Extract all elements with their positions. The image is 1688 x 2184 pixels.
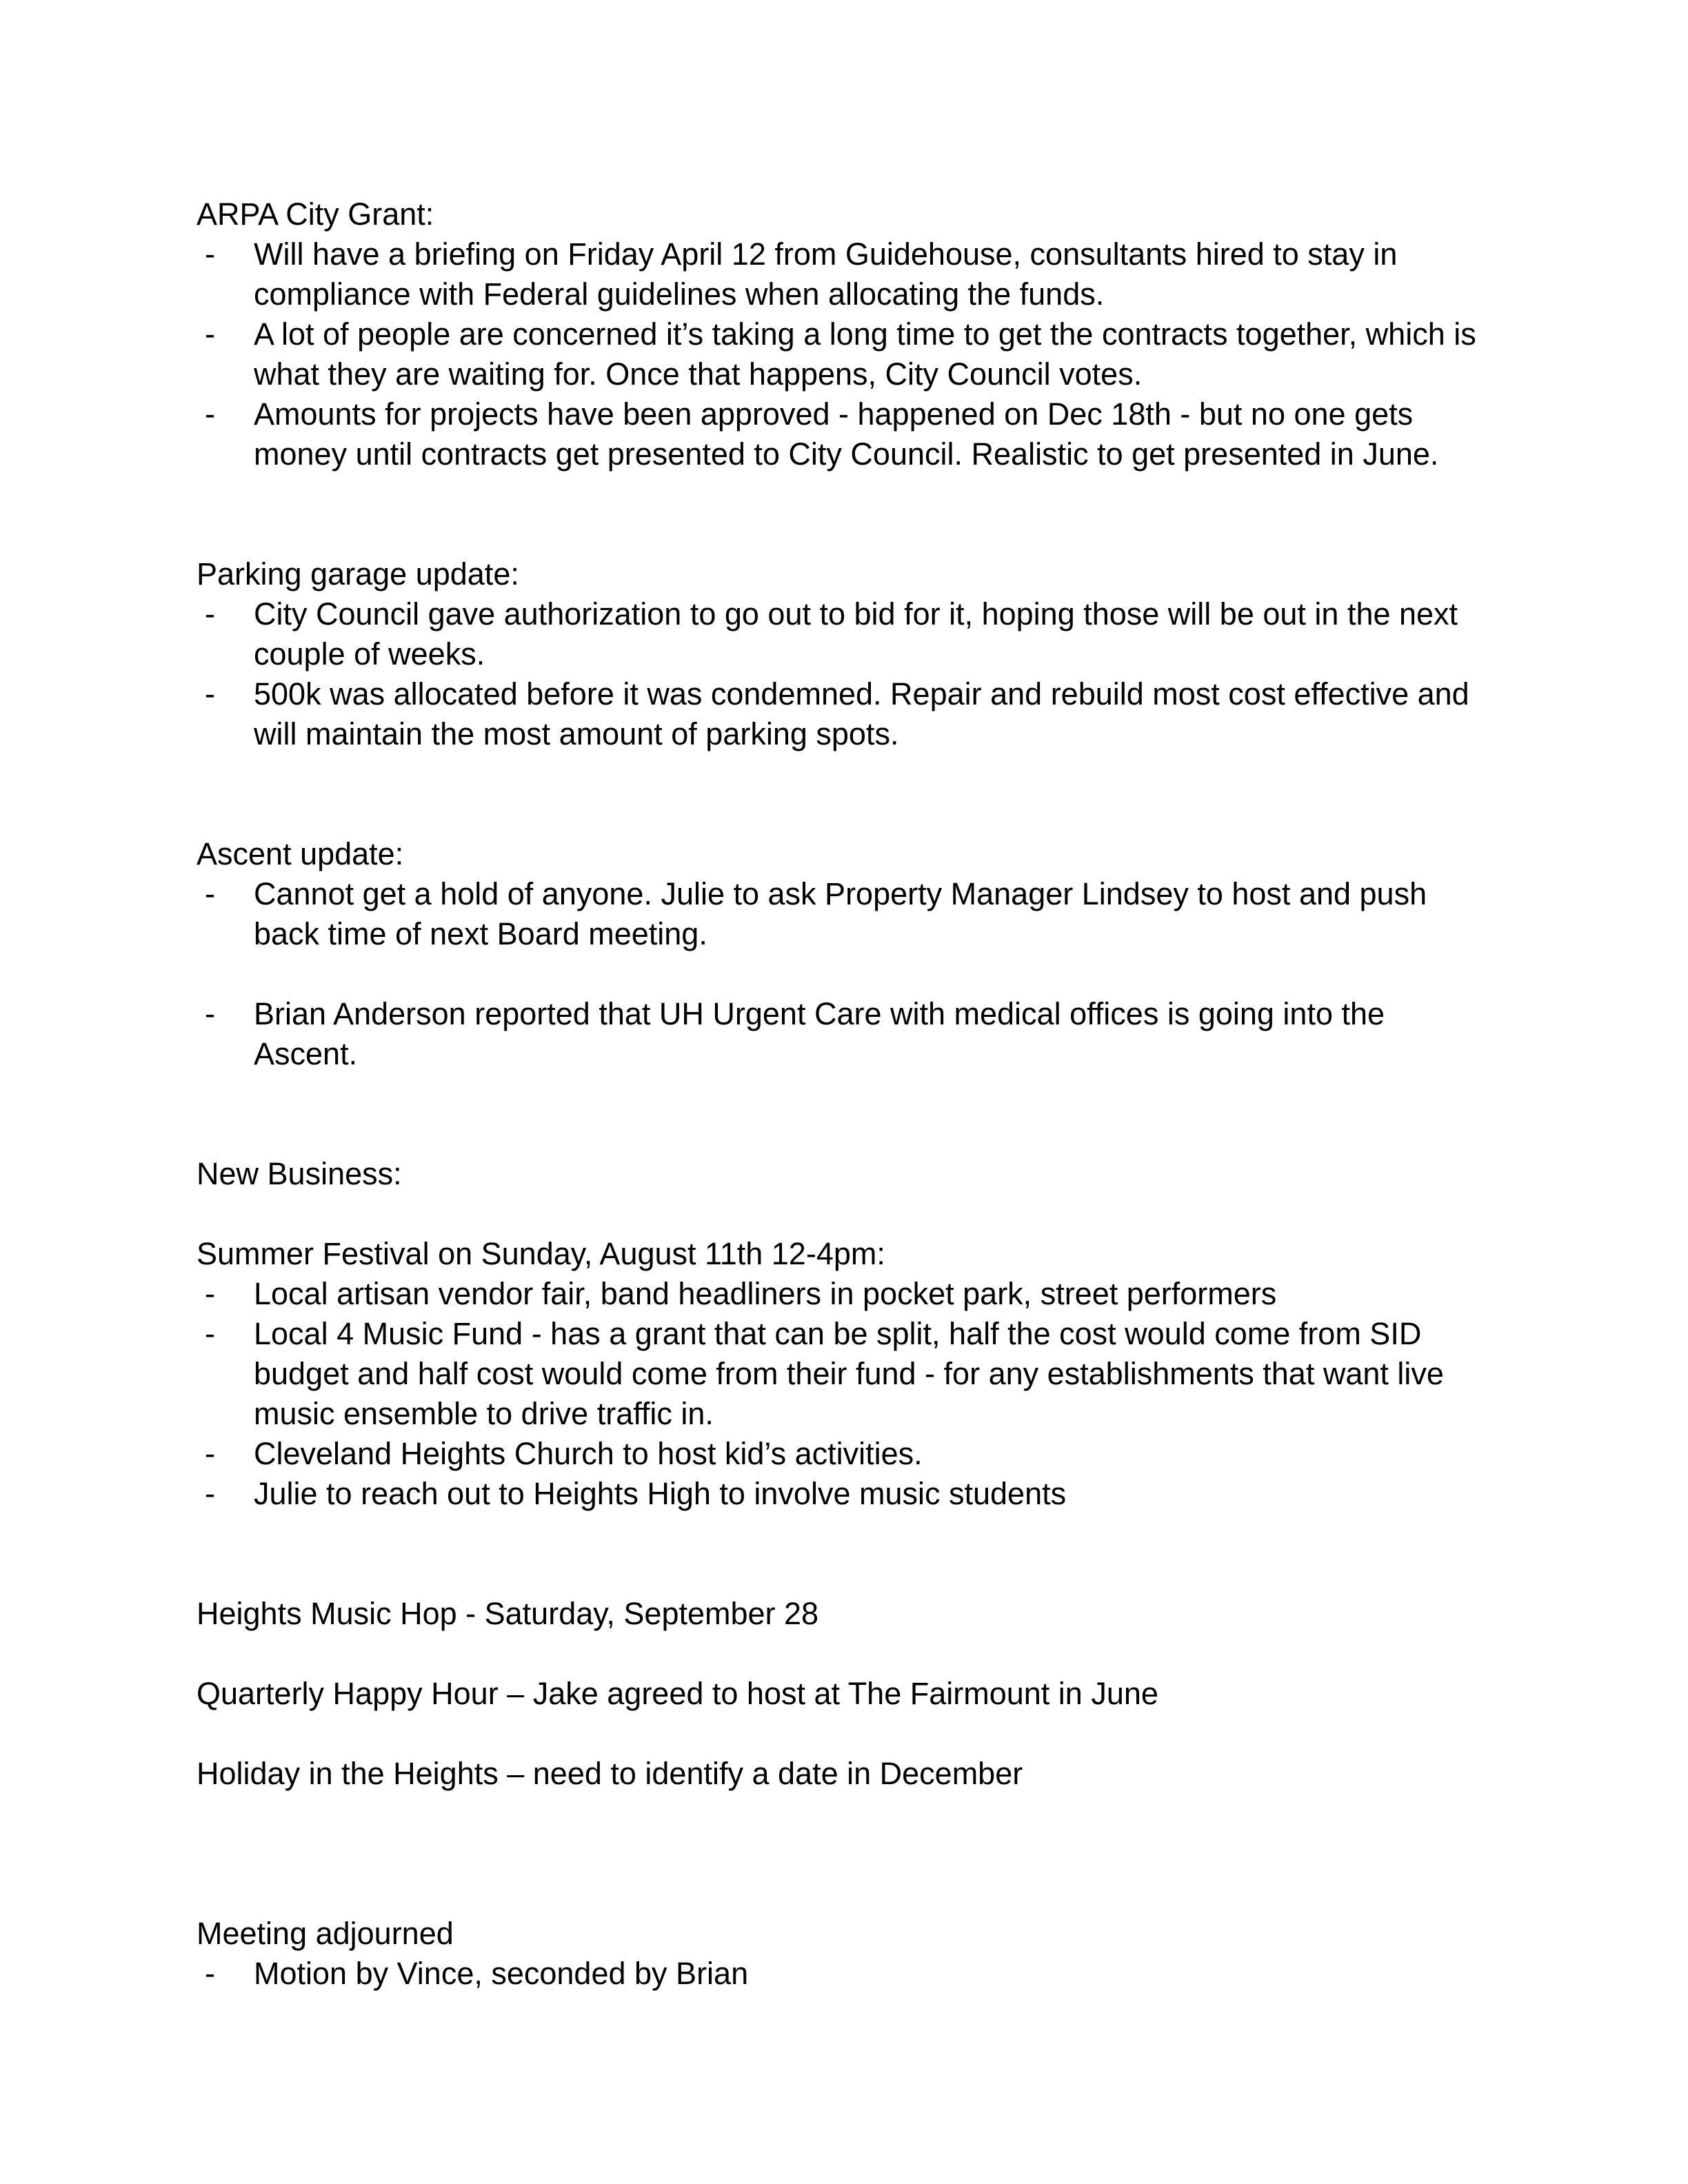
list-item-text: Will have a briefing on Friday April 12 from Guidehouse, consultants hired to stay in compliance with Federal guidelines when allocating the funds. xyxy=(254,236,1398,312)
summer-festival-heading: Summer Festival on Sunday, August 11th 12-4pm: xyxy=(197,1236,885,1271)
dash-bullet: - xyxy=(205,1436,215,1471)
list-item xyxy=(197,994,1493,1074)
dash-bullet: - xyxy=(205,236,215,272)
list-item-text: A lot of people are concerned it’s taking a long time to get the contracts together, which is what they are waiting for. Once that happens, City Council votes. xyxy=(254,316,1476,392)
list-item xyxy=(197,234,1493,314)
list-item xyxy=(197,1434,1493,1474)
parking-list xyxy=(197,594,1493,754)
list-item-text: Local artisan vendor fair, band headliners in pocket park, street performers xyxy=(254,1276,1277,1311)
dash-bullet: - xyxy=(205,1956,215,1991)
new-business-heading: New Business: xyxy=(197,1156,402,1191)
spacer xyxy=(197,754,1493,834)
arpa-heading: ARPA City Grant: xyxy=(197,196,434,232)
ascent-list xyxy=(197,874,1493,954)
spacer xyxy=(197,1714,1493,1754)
dash-bullet: - xyxy=(205,396,215,432)
list-item xyxy=(197,1954,1493,1994)
ascent-heading: Ascent update: xyxy=(197,836,404,871)
document-body xyxy=(197,194,1493,1994)
dash-bullet: - xyxy=(205,316,215,352)
arpa-list xyxy=(197,234,1493,474)
summer-festival-list xyxy=(197,1274,1493,1514)
list-item xyxy=(197,1314,1493,1434)
adjourned-list xyxy=(197,1954,1493,1994)
list-item-text: City Council gave authorization to go out to bid for it, hoping those will be out in the next couple of weeks. xyxy=(254,596,1458,671)
list-item xyxy=(197,874,1493,954)
dash-bullet: - xyxy=(205,996,215,1031)
spacer xyxy=(197,474,1493,554)
holiday-line: Holiday in the Heights – need to identify a date in December xyxy=(197,1756,1023,1791)
happy-hour-line: Quarterly Happy Hour – Jake agreed to host at The Fairmount in June xyxy=(197,1676,1158,1711)
list-item-text: 500k was allocated before it was condemned. Repair and rebuild most cost effective and will maintain the most amount of parking spots. xyxy=(254,676,1469,751)
music-hop-line: Heights Music Hop - Saturday, September 28 xyxy=(197,1596,819,1631)
list-item xyxy=(197,1474,1493,1514)
ascent-list-continued xyxy=(197,994,1493,1074)
list-item-text: Amounts for projects have been approved - happened on Dec 18th - but no one gets money until contracts get presented to City Council. Realistic to get presented in June. xyxy=(254,396,1439,472)
list-item xyxy=(197,674,1493,754)
spacer xyxy=(197,1794,1493,1914)
dash-bullet: - xyxy=(205,876,215,911)
list-item xyxy=(197,314,1493,394)
spacer xyxy=(197,1074,1493,1154)
dash-bullet: - xyxy=(205,676,215,711)
spacer xyxy=(197,1194,1493,1234)
dash-bullet: - xyxy=(205,596,215,631)
dash-bullet: - xyxy=(205,1276,215,1311)
spacer xyxy=(197,1634,1493,1674)
dash-bullet: - xyxy=(205,1476,215,1511)
adjourned-heading: Meeting adjourned xyxy=(197,1916,454,1951)
list-item-text: Cleveland Heights Church to host kid’s activities. xyxy=(254,1436,923,1471)
spacer xyxy=(197,1514,1493,1594)
list-item-text: Motion by Vince, seconded by Brian xyxy=(254,1956,749,1991)
spacer xyxy=(197,954,1493,994)
list-item-text: Local 4 Music Fund - has a grant that can be split, half the cost would come from SID budget and half cost would come from their fund - for any establishments that want live music ensemble to drive traffic in. xyxy=(254,1316,1444,1431)
list-item-text: Julie to reach out to Heights High to involve music students xyxy=(254,1476,1067,1511)
list-item xyxy=(197,594,1493,674)
list-item xyxy=(197,394,1493,474)
list-item xyxy=(197,1274,1493,1314)
list-item-text: Brian Anderson reported that UH Urgent Care with medical offices is going into the Ascent. xyxy=(254,996,1385,1071)
parking-heading: Parking garage update: xyxy=(197,556,519,592)
dash-bullet: - xyxy=(205,1316,215,1351)
list-item-text: Cannot get a hold of anyone. Julie to ask Property Manager Lindsey to host and push back time of next Board meeting. xyxy=(254,876,1427,951)
